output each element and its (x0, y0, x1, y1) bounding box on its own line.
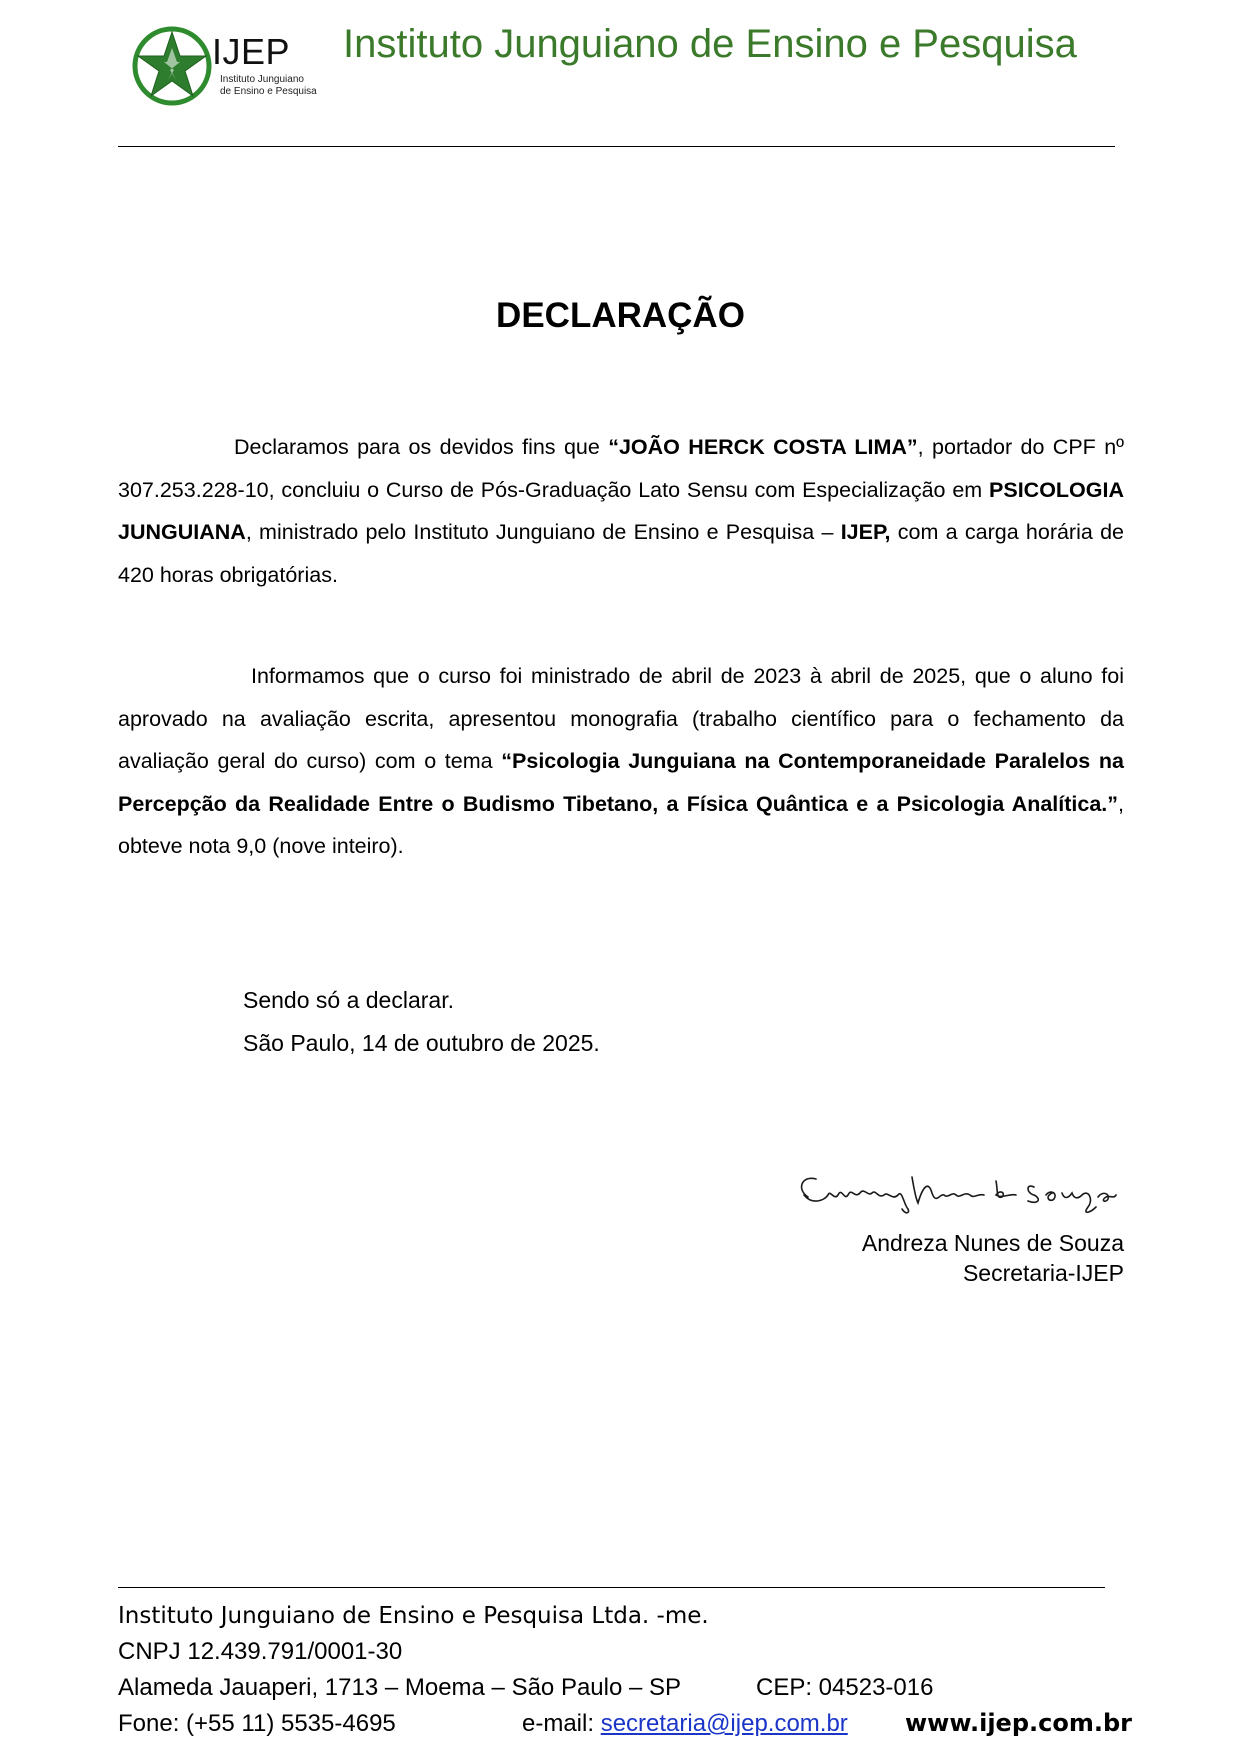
p1-text-4: com a carga horária de 420 horas obrigatórias. (118, 520, 1124, 587)
declaration-paragraph (118, 426, 1124, 596)
course-info-paragraph (118, 655, 1124, 868)
course-name: PSICOLOGIA JUNGUIANA (118, 477, 1124, 544)
signature-image (790, 1165, 1130, 1225)
footer-address: Alameda Jauaperi, 1713 – Moema – São Paulo – SP (118, 1674, 682, 1701)
footer-email-link[interactable]: secretaria@ijep.com.br (600, 1710, 848, 1737)
footer-company: Instituto Junguiano de Ensino e Pesquisa Ltda. -me. (118, 1603, 709, 1629)
student-name: “JOÃO HERCK COSTA LIMA” (608, 435, 918, 459)
p1-text-3: , ministrado pelo Instituto Junguiano de Ensino e Pesquisa – (245, 520, 841, 544)
document-title: DECLARAÇÃO (496, 296, 745, 335)
footer-cnpj: CNPJ 12.439.791/0001-30 (118, 1638, 403, 1665)
footer-divider (118, 1587, 1105, 1588)
pentagram-logo-icon (130, 24, 220, 108)
closing-statement (243, 979, 600, 1065)
institution-abbr: IJEP, (840, 520, 891, 544)
footer-phone: Fone: (+55 11) 5535-4695 (118, 1710, 396, 1737)
p1-text-2: , portador do CPF nº 307.253.228-10, concluiu o Curso de Pós-Graduação Lato Sensu com Especialização em (118, 435, 1125, 502)
logo-subtitle (220, 74, 317, 98)
footer-cep: CEP: 04523-016 (756, 1674, 934, 1701)
signatory-role: Secretaria-IJEP (962, 1260, 1124, 1286)
institution-title: Instituto Junguiano de Ensino e Pesquisa (343, 22, 1077, 66)
closing-date: São Paulo, 14 de outubro de 2025. (243, 1030, 600, 1056)
monograph-theme: “Psicologia Junguiana na Contemporaneidade Paralelos na Percepção da Realidade Entre o Budismo Tibetano, a Física Quântica e a Psicologia Analítica.” (118, 749, 1124, 816)
p1-text-1: Declaramos para os devidos fins que (234, 435, 609, 459)
logo-abbreviation: IJEP (212, 31, 291, 72)
signatory-name: Andreza Nunes de Souza (861, 1230, 1124, 1256)
footer-email-label: e-mail: (522, 1710, 601, 1737)
p2-text-1: Informamos que o curso foi ministrado de abril de 2023 à abril de 2025, que o aluno foi aprovado na avaliação escrita, apresentou monografia (trabalho científico para o fechamento da avaliação geral do curso) com o tema (118, 664, 1124, 773)
handwritten-signature (790, 1165, 1130, 1225)
footer-website[interactable]: www.ijep.com.br (905, 1709, 1132, 1737)
signatory-block (862, 1228, 1124, 1288)
logo-subtitle-line2: de Ensino e Pesquisa (220, 86, 317, 97)
closing-line-1: Sendo só a declarar. (243, 987, 454, 1013)
footer-email (522, 1710, 848, 1738)
header-divider (118, 146, 1115, 147)
logo-subtitle-line1: Instituto Junguiano (220, 74, 304, 85)
p2-text-2: , obteve nota 9,0 (nove inteiro). (118, 791, 1124, 858)
